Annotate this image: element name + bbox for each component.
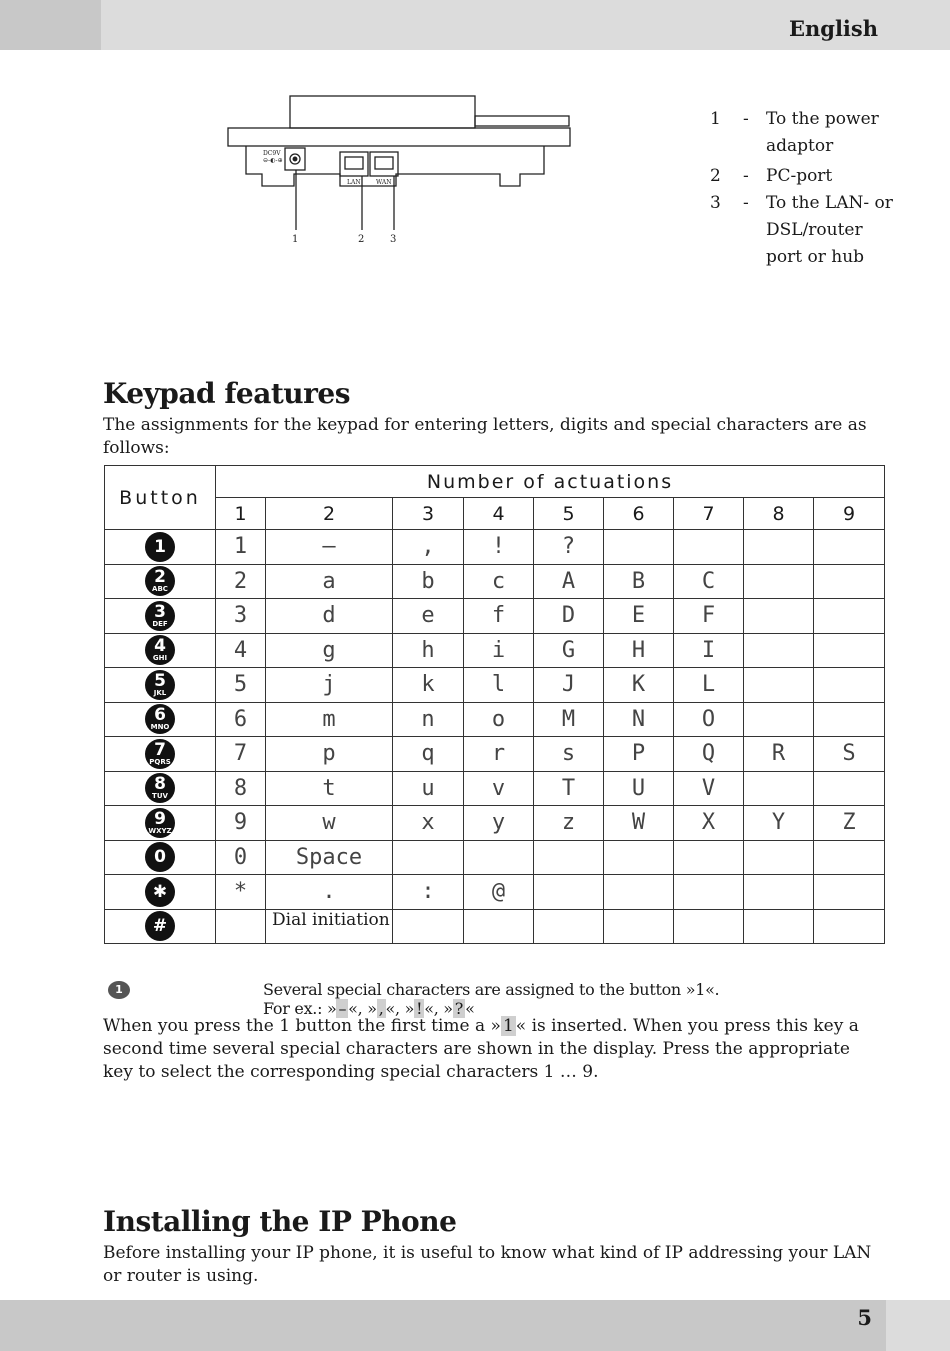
char-cell: u [393,771,464,806]
char-cell: 5 [216,668,266,703]
char-cell: S [814,737,885,772]
keypad-key-icon [145,704,175,734]
keypad-explanation: When you press the 1 button the first time a » 1 « is inserted. When you press this key a second time several special characters are shown in the display. Press the appropriate key to select the corresponding special characters 1 … 9. [103,1016,859,1082]
keypad-key-icon [145,670,175,700]
char-cell [393,909,464,944]
char-cell: R [744,737,814,772]
phone-base [228,128,570,146]
char-cell: T [534,771,604,806]
char-cell: V [674,771,744,806]
footer-bar [0,1300,950,1351]
char-cell: j [266,668,393,703]
char-cell [216,909,266,944]
table-row [105,737,885,772]
char-cell [674,530,744,565]
table-row [105,875,885,910]
char-cell: : [393,875,464,910]
char-cell: ! [464,530,534,565]
key-digit: 1 [154,536,166,557]
char-cell: Z [814,806,885,841]
actuation-count: 4 [464,498,534,530]
char-cell: G [534,633,604,668]
char-cell [744,564,814,599]
char-cell: g [266,633,393,668]
key-digit: 5 [154,670,166,691]
phone-body-top [290,96,475,128]
table-row [105,668,885,703]
table-row [105,840,885,875]
actuation-count: 1 [216,498,266,530]
keypad-key-icon [145,601,175,631]
char-cell: v [464,771,534,806]
char-cell: – [266,530,393,565]
key-cell [105,668,216,703]
char-cell [814,599,885,634]
connector-legend [710,106,910,271]
char-cell [814,564,885,599]
language-label: English [788,16,878,41]
special-chars-note [263,980,719,1018]
actuation-count: 7 [674,498,744,530]
char-cell: r [464,737,534,772]
page-number: 5 [857,1305,872,1330]
key-digit: # [152,916,168,937]
legend-item: 2 - PC-port [710,166,833,186]
key-letters: MNO [150,723,170,732]
key-digit: 9 [154,808,166,829]
dc-label: DC9V [263,150,281,157]
table-row [105,564,885,599]
table-row [105,806,885,841]
char-cell [604,875,674,910]
key-digit: 8 [154,774,166,795]
char-cell [814,633,885,668]
char-cell: Y [744,806,814,841]
char-cell: k [393,668,464,703]
char-cell: A [534,564,604,599]
char-cell [604,840,674,875]
char-cell: U [604,771,674,806]
char-cell [744,875,814,910]
header-tab [0,0,101,50]
key-cell [105,530,216,565]
key-digit: 4 [154,636,166,657]
char-cell: B [604,564,674,599]
note-badge: 1 [108,981,130,999]
char-cell: z [534,806,604,841]
char-cell [464,840,534,875]
char-cell: P [604,737,674,772]
char-cell: N [604,702,674,737]
lan-label: LAN [347,179,361,186]
char-cell: h [393,633,464,668]
char-cell: i [464,633,534,668]
keypad-key-icon [145,911,175,941]
keypad-key-icon [145,635,175,665]
char-cell: H [604,633,674,668]
char-cell: , [393,530,464,565]
char-cell: ? [534,530,604,565]
char-cell [814,530,885,565]
key-cell [105,806,216,841]
actuation-count: 6 [604,498,674,530]
key-digit: 3 [154,601,166,622]
char-cell: 8 [216,771,266,806]
char-cell [674,840,744,875]
char-cell: f [464,599,534,634]
char-cell [814,875,885,910]
svg-text:⊖-◐-⊕: ⊖-◐-⊕ [263,157,283,164]
callout-3: 3 [390,234,397,245]
wan-jack [370,152,398,176]
char-cell [674,909,744,944]
wan-label: WAN [376,179,392,186]
char-cell: s [534,737,604,772]
keypad-key-icon [145,739,175,769]
key-digit: 6 [154,705,166,726]
install-intro: Before installing your IP phone, it is useful to know what kind of IP addressing your LAN or router is using. [103,1243,872,1286]
char-cell [744,530,814,565]
char-cell: x [393,806,464,841]
actuation-count: 8 [744,498,814,530]
keypad-section-title: Keypad features [103,377,350,410]
table-row [105,771,885,806]
note-line-2: For ex.: » – «, » , «, » ! «, » ? « [263,999,475,1018]
char-cell: E [604,599,674,634]
char-cell: Dial initiation [266,909,393,944]
key-digit: 7 [154,739,166,760]
key-cell [105,564,216,599]
char-cell: Q [674,737,744,772]
char-cell [674,875,744,910]
char-cell: Space [266,840,393,875]
char-cell [534,909,604,944]
key-cell [105,737,216,772]
key-cell [105,702,216,737]
char-cell: O [674,702,744,737]
char-cell: C [674,564,744,599]
char-cell [534,840,604,875]
keypad-key-icon [145,808,175,838]
phone-connector-diagram [220,90,590,250]
char-cell: 0 [216,840,266,875]
char-cell: F [674,599,744,634]
char-cell [744,840,814,875]
char-cell [744,909,814,944]
note-line-1: Several special characters are assigned to the button »1«. [263,980,720,999]
key-letters: DEF [152,619,168,628]
char-cell: m [266,702,393,737]
keypad-key-icon [145,773,175,803]
char-cell [464,909,534,944]
char-cell: y [464,806,534,841]
keypad-key-icon [145,532,175,562]
char-cell: a [266,564,393,599]
keypad-table [104,465,885,944]
char-cell: p [266,737,393,772]
key-letters: PQRS [149,757,171,766]
char-cell [534,875,604,910]
char-cell [814,668,885,703]
button-column-header: Button [105,466,216,530]
actuation-count: 3 [393,498,464,530]
char-cell: 1 [216,530,266,565]
char-cell: X [674,806,744,841]
table-row [105,633,885,668]
keypad-key-icon [145,566,175,596]
keypad-key-icon [145,842,175,872]
char-cell: 7 [216,737,266,772]
char-cell: I [674,633,744,668]
actuation-count: 5 [534,498,604,530]
actuation-count: 2 [266,498,393,530]
char-cell [814,840,885,875]
char-cell [814,702,885,737]
table-row [105,909,885,944]
char-cell [744,668,814,703]
char-cell: J [534,668,604,703]
key-letters: ABC [152,585,168,594]
install-section-title: Installing the IP Phone [103,1205,457,1238]
char-cell [604,530,674,565]
char-cell: M [534,702,604,737]
char-cell: W [604,806,674,841]
table-row [105,599,885,634]
char-cell [814,909,885,944]
legend-item: 3 - To the LAN- or DSL/router port or hub [710,193,893,267]
char-cell: L [674,668,744,703]
table-row [105,702,885,737]
char-cell [814,771,885,806]
callout-1: 1 [292,234,299,245]
key-digit: 2 [154,567,166,588]
key-cell [105,599,216,634]
char-cell [744,599,814,634]
char-cell [744,771,814,806]
key-cell [105,771,216,806]
key-letters: GHI [152,654,168,663]
char-cell: t [266,771,393,806]
callout-2: 2 [358,234,365,245]
char-cell: n [393,702,464,737]
char-cell [744,633,814,668]
keypad-intro: The assignments for the keypad for entering letters, digits and special characters are as follows: [103,415,867,458]
char-cell: 6 [216,702,266,737]
char-cell [604,909,674,944]
char-cell: K [604,668,674,703]
legend-item: 1 - To the power adaptor [710,109,879,156]
key-digit: ✱ [152,881,168,902]
footer-tab [886,1300,950,1351]
table-row [105,530,885,565]
char-cell: c [464,564,534,599]
keypad-key-icon [145,877,175,907]
char-cell: 3 [216,599,266,634]
key-cell [105,633,216,668]
char-cell: w [266,806,393,841]
char-cell: @ [464,875,534,910]
char-cell: 4 [216,633,266,668]
char-cell: 9 [216,806,266,841]
key-letters: JKL [153,688,167,697]
key-cell [105,909,216,944]
char-cell [744,702,814,737]
char-cell: * [216,875,266,910]
char-cell: l [464,668,534,703]
char-cell: d [266,599,393,634]
key-cell [105,840,216,875]
char-cell: e [393,599,464,634]
key-cell [105,875,216,910]
char-cell: b [393,564,464,599]
key-letters: WXYZ [148,826,172,835]
actuations-header: Number of actuations [216,466,885,498]
char-cell: 2 [216,564,266,599]
char-cell: o [464,702,534,737]
lan-jack [340,152,368,176]
char-cell: D [534,599,604,634]
key-letters: TUV [152,792,168,801]
actuation-count: 9 [814,498,885,530]
char-cell [393,840,464,875]
char-cell: q [393,737,464,772]
char-cell: . [266,875,393,910]
key-digit: 0 [154,847,166,868]
